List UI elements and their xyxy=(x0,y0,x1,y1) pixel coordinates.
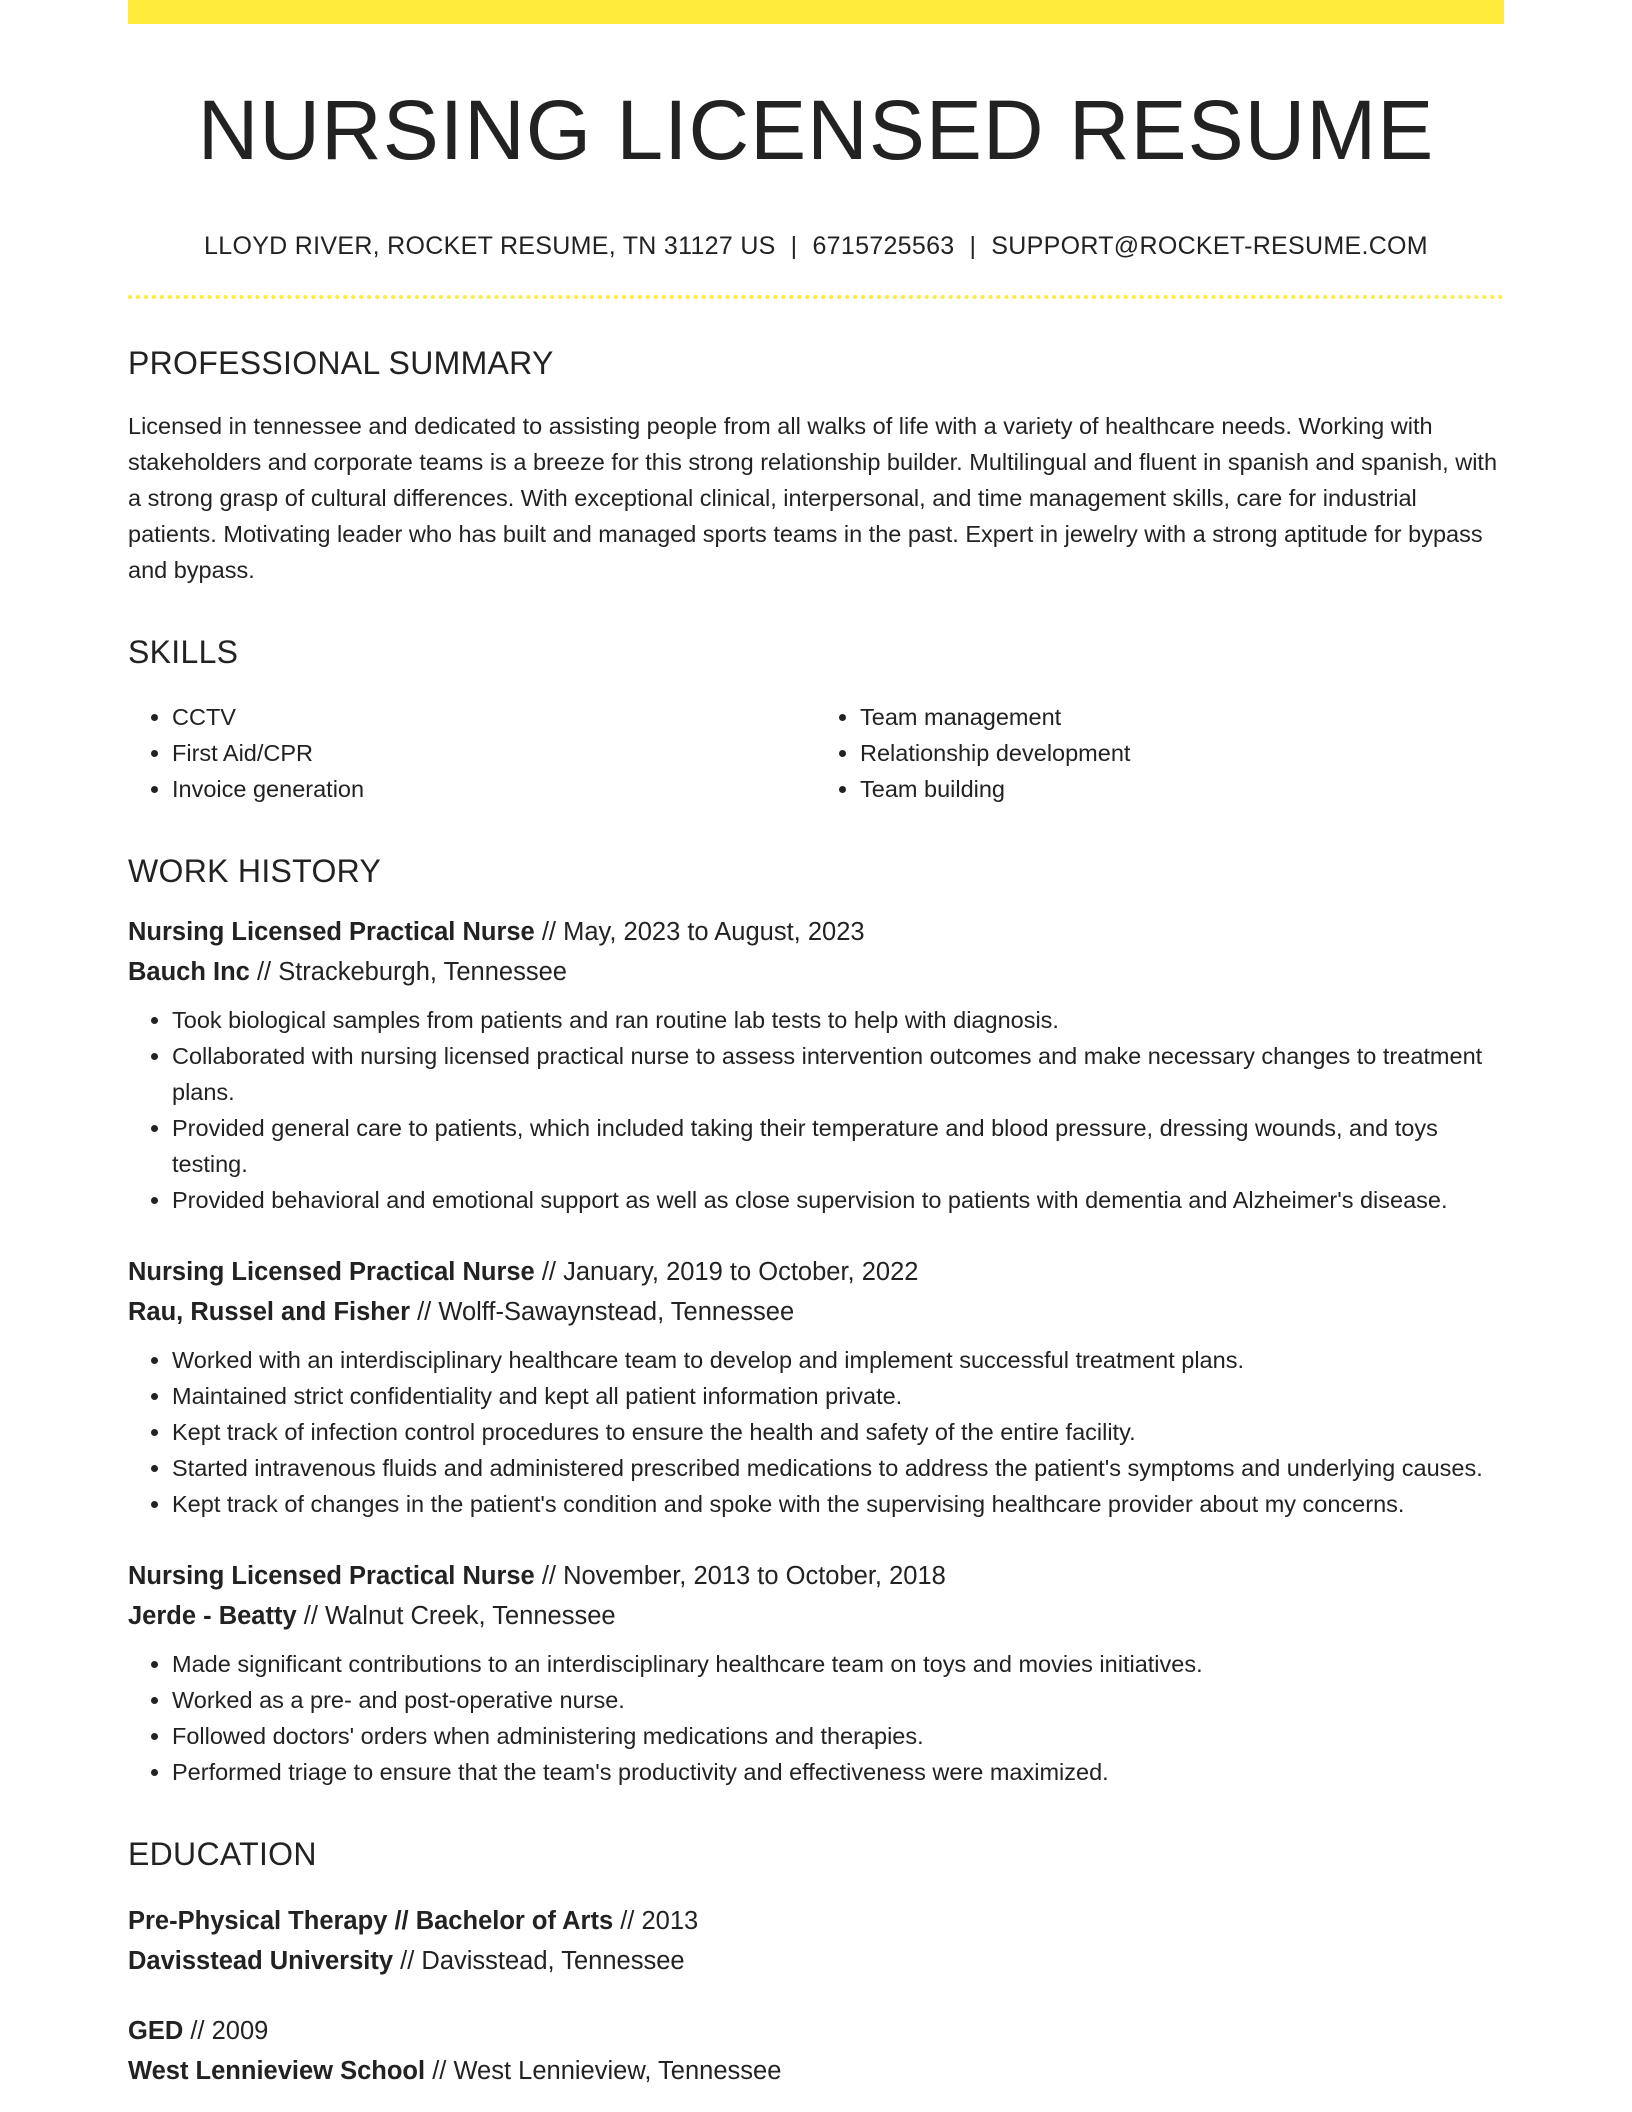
job-dates: // May, 2023 to August, 2023 xyxy=(534,918,865,947)
education-school: Davisstead University xyxy=(128,1947,394,1976)
resume-title: NURSING LICENSED RESUME xyxy=(197,83,1435,177)
skill-item: • CCTV xyxy=(172,699,816,735)
job-duty: • Kept track of changes in the patient's condition and spoke with the supervising healthcare provider about my concerns. xyxy=(172,1486,1504,1522)
job-entry xyxy=(128,1252,1504,1522)
work-history-heading: WORK HISTORY xyxy=(128,853,382,890)
job-location: // Walnut Creek, Tennessee xyxy=(296,1602,616,1631)
job-location: // Wolff-Sawaynstead, Tennessee xyxy=(410,1298,795,1327)
job-duty: • Took biological samples from patients and ran routine lab tests to help with diagnosis. xyxy=(172,1002,1504,1038)
skills-column-right xyxy=(816,699,1504,807)
contact-address: LLOYD RIVER, ROCKET RESUME, TN 31127 US xyxy=(204,232,776,261)
skill-item: • Team management xyxy=(860,699,1504,735)
summary-text: Licensed in tennessee and dedicated to assisting people from all walks of life with a variety of healthcare needs. Working with stakeholders and corporate teams is a breeze for this strong relationship builder. Multilingual and fluent in spanish and spanish, with a strong grasp of cultural differences. With exceptional clinical, interpersonal, and time management skills, care for industrial patients. Motivating leader who has built and managed sports teams in the past. Expert in jewelry with a strong aptitude for bypass and bypass. xyxy=(128,413,1498,584)
education-location: // West Lennieview, Tennessee xyxy=(425,2057,782,2086)
job-duty: • Provided behavioral and emotional support as well as close supervision to patients with dementia and Alzheimer's disease. xyxy=(172,1182,1504,1218)
job-duty: • Maintained strict confidentiality and kept all patient information private. xyxy=(172,1378,1504,1414)
contact-line xyxy=(128,232,1504,261)
education-degree: GED xyxy=(128,2017,184,2046)
contact-phone: 6715725563 xyxy=(812,232,955,261)
dotted-divider xyxy=(128,295,1504,299)
education-entry xyxy=(128,1901,1504,1981)
education-degree-line xyxy=(128,2011,1504,2051)
job-dates: // January, 2019 to October, 2022 xyxy=(534,1258,919,1287)
job-company: Bauch Inc xyxy=(128,958,250,987)
contact-email: SUPPORT@ROCKET-RESUME.COM xyxy=(991,232,1428,261)
job-duties xyxy=(128,1646,1504,1790)
job-entry xyxy=(128,1556,1504,1790)
resume-content xyxy=(128,24,1504,2091)
contact-separator: | xyxy=(790,232,798,261)
education-school-line xyxy=(128,2051,1504,2091)
education-school: West Lennieview School xyxy=(128,2057,426,2086)
education-degree-line xyxy=(128,1901,1504,1941)
job-duty: • Provided general care to patients, which included taking their temperature and blood pressure, dressing wounds, and toys testing. xyxy=(172,1110,1504,1182)
education-year: // 2009 xyxy=(183,2017,269,2046)
skill-item: • Invoice generation xyxy=(172,771,816,807)
job-company-line xyxy=(128,1596,1504,1636)
education-year: // 2013 xyxy=(613,1907,699,1936)
skills-heading: SKILLS xyxy=(128,634,239,671)
skills-column-left xyxy=(128,699,816,807)
job-company: Rau, Russel and Fisher xyxy=(128,1298,410,1327)
job-title-line xyxy=(128,912,1504,952)
job-company: Jerde - Beatty xyxy=(128,1602,297,1631)
job-duties xyxy=(128,1342,1504,1522)
job-duty: • Kept track of infection control procedures to ensure the health and safety of the entire facility. xyxy=(172,1414,1504,1450)
skills-list xyxy=(128,699,1504,807)
job-title-line xyxy=(128,1252,1504,1292)
skill-item: • Relationship development xyxy=(860,735,1504,771)
job-duty: • Performed triage to ensure that the team's productivity and effectiveness were maximized. xyxy=(172,1754,1504,1790)
skill-item: • First Aid/CPR xyxy=(172,735,816,771)
job-title: Nursing Licensed Practical Nurse xyxy=(128,1258,535,1287)
job-duty: • Worked as a pre- and post-operative nurse. xyxy=(172,1682,1504,1718)
job-entry xyxy=(128,912,1504,1218)
job-duties xyxy=(128,1002,1504,1218)
job-duty: • Collaborated with nursing licensed practical nurse to assess intervention outcomes and make necessary changes to treatment plans. xyxy=(172,1038,1504,1110)
summary-heading: PROFESSIONAL SUMMARY xyxy=(128,345,554,382)
job-duty: • Made significant contributions to an interdisciplinary healthcare team on toys and movies initiatives. xyxy=(172,1646,1504,1682)
work-history xyxy=(128,912,1504,1790)
job-company-line xyxy=(128,1292,1504,1332)
job-company-line xyxy=(128,952,1504,992)
education-heading: EDUCATION xyxy=(128,1836,317,1873)
accent-top-bar xyxy=(128,0,1504,24)
job-title: Nursing Licensed Practical Nurse xyxy=(128,918,535,947)
job-duty: • Worked with an interdisciplinary healthcare team to develop and implement successful treatment plans. xyxy=(172,1342,1504,1378)
job-duty: • Started intravenous fluids and administered prescribed medications to address the patient's symptoms and underlying causes. xyxy=(172,1450,1504,1486)
contact-separator: | xyxy=(969,232,977,261)
education-degree: Pre-Physical Therapy // Bachelor of Arts xyxy=(128,1907,614,1936)
education-school-line xyxy=(128,1941,1504,1981)
education-entry xyxy=(128,2011,1504,2091)
job-title-line xyxy=(128,1556,1504,1596)
job-title: Nursing Licensed Practical Nurse xyxy=(128,1562,535,1591)
job-location: // Strackeburgh, Tennessee xyxy=(249,958,567,987)
education-location: // Davisstead, Tennessee xyxy=(393,1947,685,1976)
job-duty: • Followed doctors' orders when administering medications and therapies. xyxy=(172,1718,1504,1754)
job-dates: // November, 2013 to October, 2018 xyxy=(534,1562,946,1591)
skill-item: • Team building xyxy=(860,771,1504,807)
